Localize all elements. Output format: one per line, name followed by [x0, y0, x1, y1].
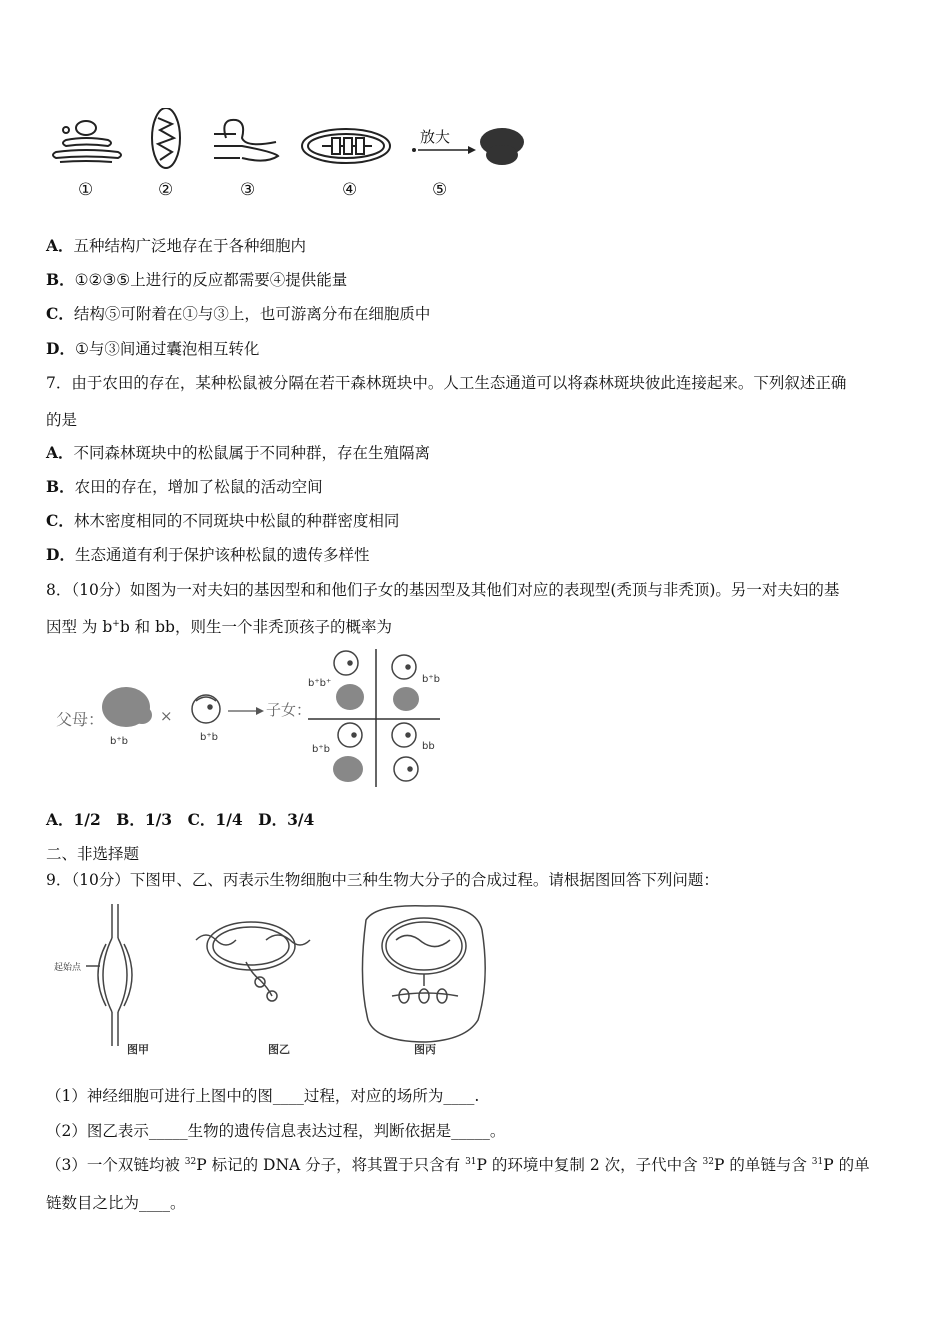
q8-stem-line2: 因型 为 b+b 和 bb，则生一个非秃顶孩子的概率为	[46, 618, 392, 636]
child-head-tl	[334, 651, 358, 675]
child-genotype-1: b⁺b⁺	[308, 678, 332, 689]
q9-sub1: （1）神经细胞可进行上图中的图____过程，对应的场所为____.	[46, 1087, 480, 1105]
q6-option-d: D．①与③间通过囊泡相互转化	[46, 339, 260, 358]
child-head-tl-2	[336, 684, 364, 710]
fig-yi-label: 图乙	[268, 1043, 290, 1056]
q9-figure	[46, 900, 506, 1060]
cross-symbol: ×	[160, 707, 173, 725]
q9-sub3-line1: （3）一个双链均被 $^{32}$P 标记的 DNA 分子，将其置于只含有 $^{31}$P 的环境中复制 2 次，子代中含 $^{32}$P 的单链与含 $^{31}$P 的单	[46, 1156, 870, 1174]
child-head-tr-2	[393, 687, 419, 711]
q7-option-b: B．农田的存在，增加了松鼠的活动空间	[46, 477, 323, 496]
organelle-label-2: ②	[158, 180, 174, 200]
replication-drawing	[86, 904, 132, 1046]
transcription-drawing	[196, 922, 310, 1001]
golgi-apparatus-drawing	[53, 121, 121, 162]
child-head-bl	[338, 723, 362, 747]
father-genotype: b⁺b	[110, 736, 128, 747]
organelle-label-5: ⑤	[432, 180, 448, 200]
organelle-figure	[46, 108, 546, 208]
q8-stem-line1: 8．（10分）如图为一对夫妇的基因型和和他们子女的基因型及其他们对应的表现型(秃顶与非秃顶)。另一对夫妇的基	[46, 581, 840, 599]
child-head-tr	[392, 655, 416, 679]
endoplasmic-reticulum-drawing	[214, 120, 278, 161]
q6-option-c: C．结构⑤可附着在①与③上，也可游离分布在细胞质中	[46, 304, 431, 323]
chloroplast-drawing	[302, 129, 390, 163]
q7-stem-line1: 7．由于农田的存在，某种松鼠被分隔在若干森林斑块中。人工生态通道可以将森林斑块彼此连接起来。下列叙述正确	[46, 374, 847, 392]
child-genotype-2: b⁺b	[422, 674, 440, 685]
father-head-drawing	[102, 687, 152, 727]
children-label: 子女：	[266, 701, 312, 719]
organelle-label-4: ④	[342, 180, 358, 200]
organelle-label-1: ①	[78, 180, 94, 200]
child-head-br	[392, 723, 418, 781]
q7-stem-line2: 的是	[46, 411, 78, 429]
child-genotype-3: b⁺b	[312, 744, 330, 755]
q7-option-a: A．不同森林斑块中的松鼠属于不同种群，存在生殖隔离	[46, 443, 431, 462]
mother-head-drawing	[192, 695, 220, 723]
q8-answers: A．1/2 B．1/3 C．1/4 D．3/4	[46, 810, 315, 829]
child-head-bl-2	[333, 756, 363, 782]
fig-bing-label: 图丙	[414, 1043, 436, 1056]
q9-sub2: （2）图乙表示_____生物的遗传信息表达过程，判断依据是_____。	[46, 1122, 506, 1140]
parents-label: 父母：	[56, 710, 105, 729]
child-genotype-4: bb	[422, 741, 435, 752]
q6-option-a: A．五种结构广泛地存在于各种细胞内	[46, 236, 307, 255]
pedigree-figure	[46, 645, 466, 795]
origin-label: 起始点	[54, 963, 82, 973]
q9-sub3-line2: 链数目之比为____。	[46, 1194, 186, 1212]
section-title: 二、非选择题	[46, 845, 140, 863]
eukaryotic-cell-drawing	[362, 906, 485, 1042]
mitochondrion-drawing	[152, 108, 180, 168]
q9-stem: 9．（10分）下图甲、乙、丙表示生物细胞中三种生物大分子的合成过程。请根据图回答下列问题：	[46, 871, 719, 889]
mother-genotype: b⁺b	[200, 732, 218, 743]
organelle-label-3: ③	[240, 180, 256, 200]
fig-jia-label: 图甲	[127, 1043, 149, 1056]
q6-option-b: B．①②③⑤上进行的反应都需要④提供能量	[46, 270, 348, 289]
q7-option-d: D．生态通道有利于保护该种松鼠的遗传多样性	[46, 545, 370, 564]
magnify-label: 放大	[420, 128, 451, 146]
q7-option-c: C．林木密度相同的不同斑块中松鼠的种群密度相同	[46, 511, 400, 530]
